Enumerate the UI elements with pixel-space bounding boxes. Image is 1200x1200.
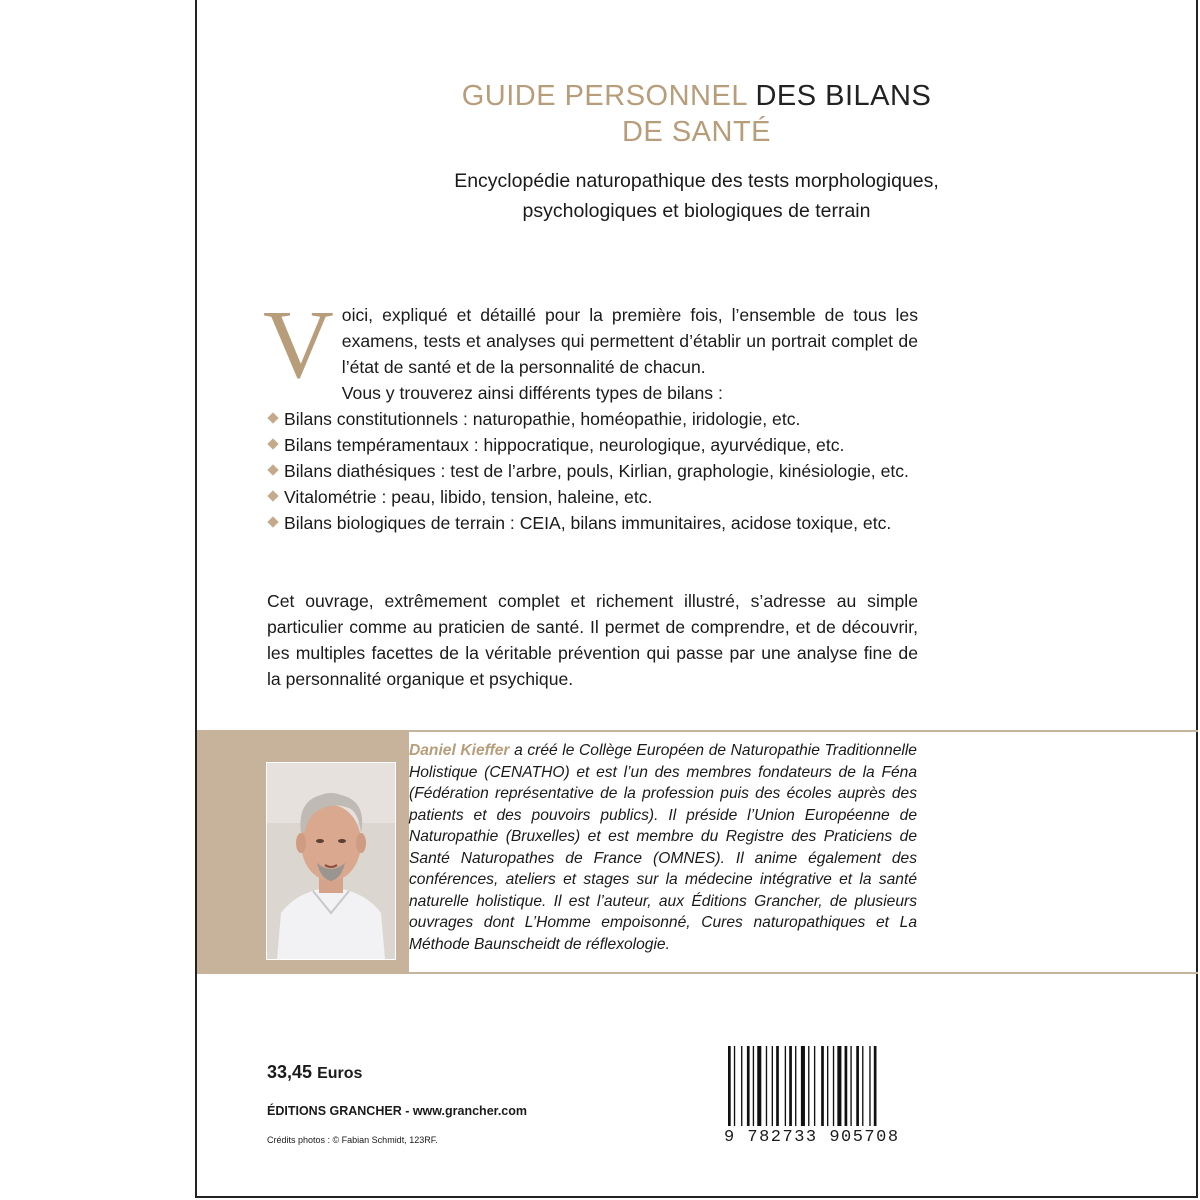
- list-item: Vitalométrie : peau, libido, tension, haleine, etc.: [267, 484, 918, 510]
- book-subtitle: [197, 166, 1196, 226]
- book-title: [197, 78, 1196, 150]
- list-item: Bilans diathésiques : test de l’arbre, pouls, Kirlian, graphologie, kinésiologie, etc.: [267, 458, 918, 484]
- diamond-bullet-icon: [267, 464, 278, 475]
- price-amount: 33,45: [267, 1062, 313, 1082]
- barcode-bars: [724, 1046, 924, 1130]
- barcode-bar: [869, 1046, 870, 1126]
- bilans-lead: Vous y trouverez ainsi différents types de bilans :: [341, 383, 723, 403]
- list-item: Bilans tempéramentaux : hippocratique, neurologique, ayurvédique, etc.: [267, 432, 918, 458]
- barcode-bar: [741, 1046, 742, 1126]
- title-part-3: DE SANTÉ: [621, 116, 772, 148]
- barcode: [724, 1046, 924, 1156]
- barcode-bar: [808, 1046, 809, 1126]
- price-currency: Euros: [317, 1065, 363, 1082]
- subtitle-line-2: psychologiques et biologiques de terrain: [522, 200, 871, 222]
- drop-cap: V: [263, 291, 334, 399]
- author-bio: [409, 740, 917, 955]
- barcode-bar: [856, 1046, 859, 1126]
- barcode-bar: [795, 1046, 796, 1126]
- barcode-bar: [734, 1046, 735, 1126]
- intro-paragraph: oici, expliqué et détaillé pour la première fois, l’ensemble de tous les examens, tests et analyses qui permettent d’établir un portrait complet de l’état de santé et de la personnalité de chacun.: [341, 305, 918, 377]
- barcode-bar: [728, 1046, 731, 1126]
- photo-credits: Crédits photos : © Fabian Schmidt, 123RF.: [267, 1135, 438, 1145]
- publisher: ÉDITIONS GRANCHER - www.grancher.com: [267, 1104, 527, 1118]
- author-name: Daniel Kieffer: [409, 742, 510, 759]
- title-part-1: GUIDE PERSONNEL: [461, 80, 747, 112]
- barcode-bar: [772, 1046, 773, 1126]
- author-bio-text: a créé le Collège Européen de Naturopathie Traditionnelle Holistique (CENATHO) et est l’un des membres fondateurs de la Féna (Fédération représentative de la profession puis des écoles auprès des patients et des pouvoirs publics). Il préside l’Union Européenne de Naturopathie (Bruxelles) et est membre du Registre des Praticiens de Santé Naturopathes de France (OMNES). Il anime également des conférences, ateliers et stages sur la médecine intégrative et la santé naturelle holistique. Il est l’auteur, aux Éditions Grancher, de plusieurs ouvrages dont L’Homme empoisonné, Cures naturopathiques et La Méthode Baunscheidt de réflexologie.: [409, 742, 917, 953]
- back-cover: [195, 0, 1198, 1198]
- barcode-bar: [850, 1046, 851, 1126]
- intro-section: [263, 291, 918, 536]
- barcode-bar: [747, 1046, 750, 1126]
- barcode-bar: [874, 1046, 877, 1126]
- barcode-bar: [757, 1046, 761, 1126]
- barcode-bar: [845, 1046, 848, 1126]
- barcode-bar: [766, 1046, 767, 1126]
- list-item: Bilans biologiques de terrain : CEIA, bilans immunitaires, acidose toxique, etc.: [267, 510, 918, 536]
- diamond-bullet-icon: [267, 516, 278, 527]
- diamond-bullet-icon: [267, 412, 278, 423]
- subtitle-line-1: Encyclopédie naturopathique des tests morphologiques,: [454, 170, 939, 192]
- barcode-bar: [821, 1046, 824, 1126]
- barcode-bar: [833, 1046, 834, 1126]
- barcode-bar: [785, 1046, 786, 1126]
- author-photo: [266, 762, 396, 960]
- barcode-bar: [827, 1046, 828, 1126]
- barcode-bar: [753, 1046, 754, 1126]
- barcode-bar: [776, 1046, 779, 1126]
- price: [267, 1062, 362, 1083]
- barcode-bar: [837, 1046, 841, 1126]
- title-part-2: DES BILANS: [755, 80, 932, 112]
- barcode-digits: 9 782733 905708: [724, 1128, 900, 1147]
- barcode-bar: [789, 1046, 792, 1126]
- diamond-bullet-icon: [267, 438, 278, 449]
- list-item: Bilans constitutionnels : naturopathie, homéopathie, iridologie, etc.: [267, 406, 918, 432]
- barcode-bar: [801, 1046, 805, 1126]
- outro-paragraph: Cet ouvrage, extrêmement complet et richement illustré, s’adresse au simple particulier comme au praticien de santé. Il permet de comprendre, et de découvrir, les multiples facettes de la véritable prévention qui passe par une analyse fine de la personnalité organique et psychique.: [267, 591, 918, 689]
- barcode-bar: [814, 1046, 815, 1126]
- diamond-bullet-icon: [267, 490, 278, 501]
- bilans-list: [267, 406, 918, 536]
- barcode-bar: [862, 1046, 863, 1126]
